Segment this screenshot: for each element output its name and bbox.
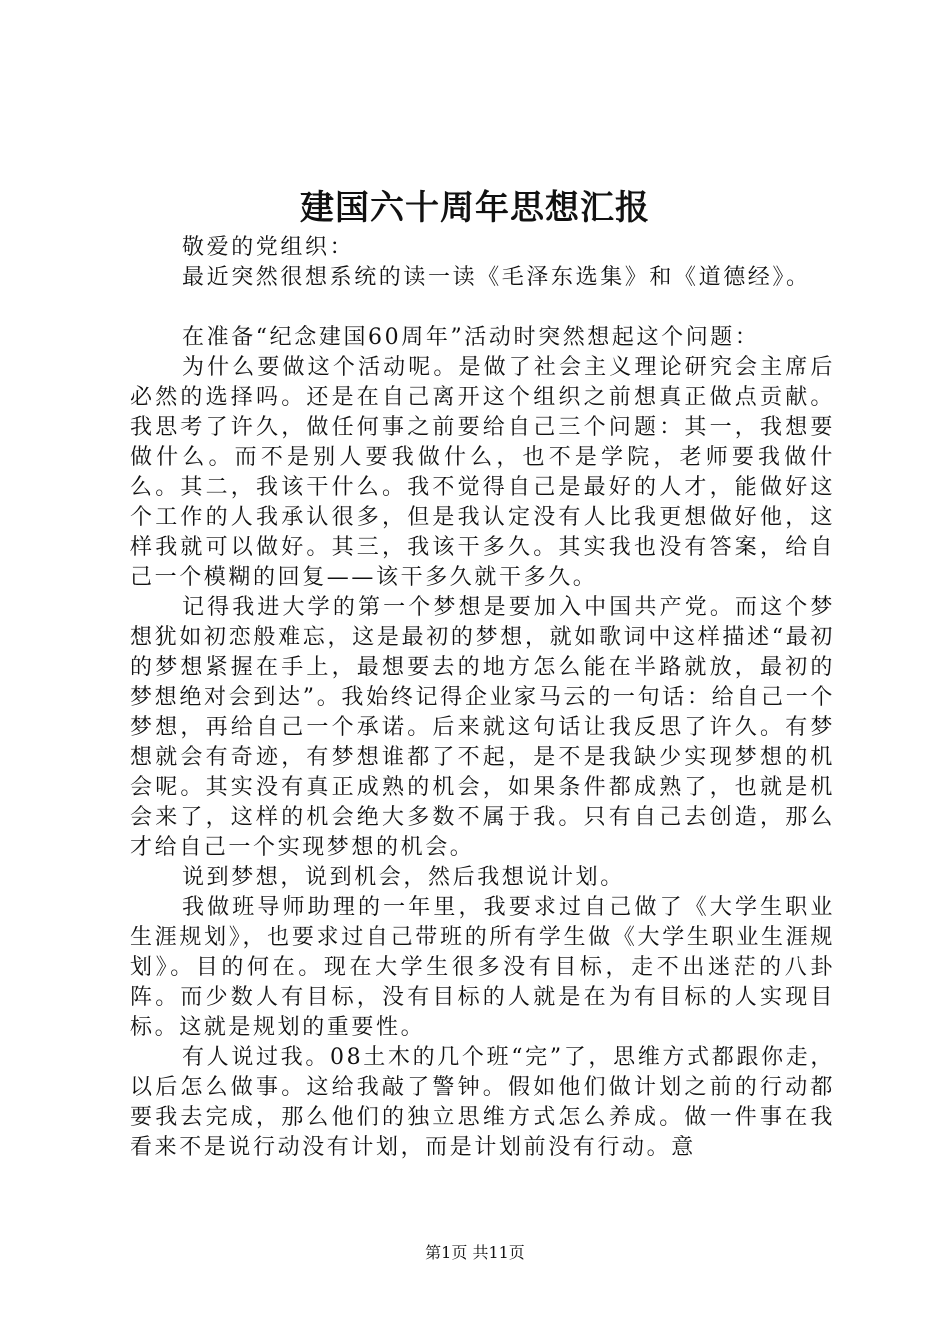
- paragraph-6: 我做班导师助理的一年里，我要求过自己做了《大学生职业生涯规划》，也要求过自己带班的所有学生做《大学生职业生涯规划》。目的何在。现在大学生很多没有目标，走不出迷茫的八卦阵。而少数人有目标，没有目标的人就是在为有目标的人实现目标。这就是规划的重要性。: [130, 895, 835, 1040]
- paragraph-7: 有人说过我。08土木的几个班“完”了，思维方式都跟你走，以后怎么做事。这给我敲了警钟。假如他们做计划之前的行动都要我去完成，那么他们的独立思维方式怎么养成。做一件事在我看来不是说行动没有计划，而是计划前没有行动。意: [130, 1045, 835, 1160]
- document-title: 建国六十周年思想汇报: [300, 188, 650, 228]
- document-body: [130, 233, 835, 1163]
- page-number: 第1页 共11页: [425, 1243, 525, 1262]
- paragraph-2: 在准备“纪念建国60周年”活动时突然想起这个问题：: [182, 325, 760, 350]
- blank-line: [130, 293, 835, 323]
- paragraph-4: 记得我进大学的第一个梦想是要加入中国共产党。而这个梦想犹如初恋般难忘，这是最初的梦想，就如歌词中这样描述“最初的梦想紧握在手上，最想要去的地方怎么能在半路就放，最初的梦想绝对会到达”。我始终记得企业家马云的一句话：给自己一个梦想，再给自己一个承诺。后来就这句话让我反思了许久。有梦想就会有奇迹，有梦想谁都了不起，是不是我缺少实现梦想的机会呢。其实没有真正成熟的机会，如果条件都成熟了，也就是机会来了，这样的机会绝大多数不属于我。只有自己去创造，那么才给自己一个实现梦想的机会。: [130, 595, 835, 860]
- paragraph-5: 说到梦想，说到机会，然后我想说计划。: [182, 865, 625, 890]
- salutation: 敬爱的党组织：: [182, 235, 355, 260]
- paragraph-1: 最近突然很想系统的读一读《毛泽东选集》和《道德经》。: [182, 265, 811, 290]
- paragraph-3: 为什么要做这个活动呢。是做了社会主义理论研究会主席后必然的选择吗。还是在自己离开这个组织之前想真正做点贡献。我思考了许久，做任何事之前要给自己三个问题：其一，我想要做什么。而不是别人要我做什么，也不是学院，老师要我做什么。其二，我该干什么。我不觉得自己是最好的人才，能做好这个工作的人我承认很多，但是我认定没有人比我更想做好他，这样我就可以做好。其三，我该干多久。其实我也没有答案，给自己一个模糊的回复——该干多久就干多久。: [130, 355, 835, 590]
